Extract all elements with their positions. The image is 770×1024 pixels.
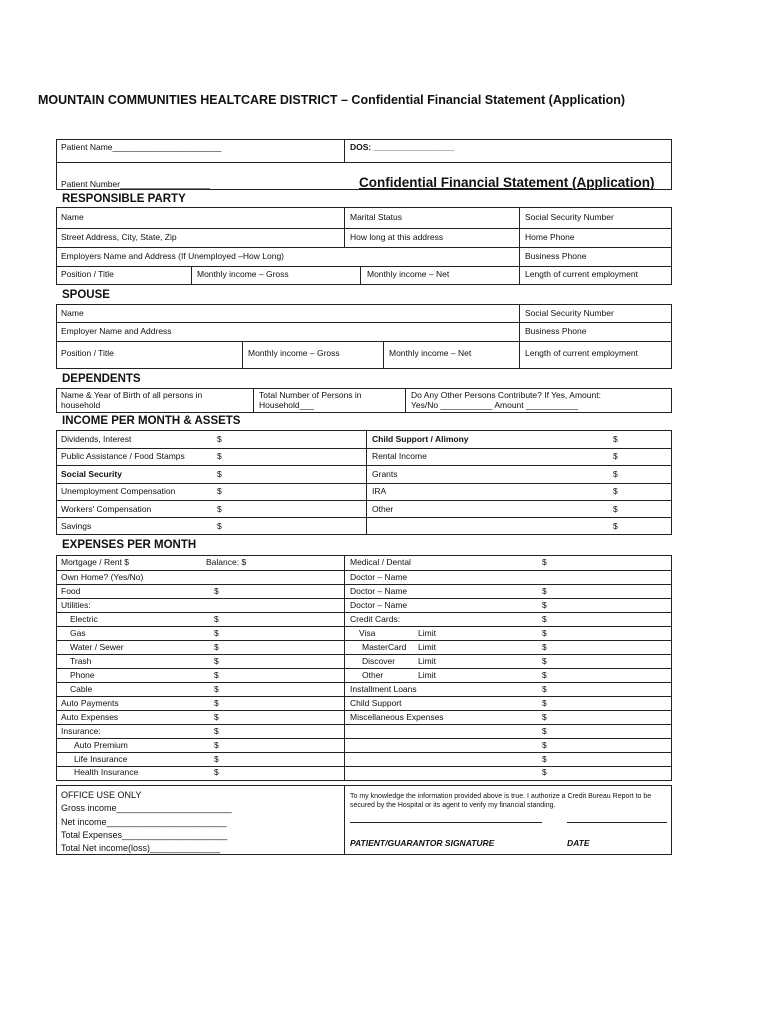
expense-other-card-amount[interactable]: $ (542, 670, 547, 680)
expense-medical-amount[interactable]: $ (542, 557, 547, 567)
document-title: MOUNTAIN COMMUNITIES HEALTCARE DISTRICT – Confidential Financial Statement (Application) (38, 93, 626, 107)
expense-extra-1-amount[interactable]: $ (542, 726, 547, 736)
divider (56, 570, 344, 571)
income-grants-label: Grants (372, 469, 398, 479)
spouse-ssn-field[interactable]: Social Security Number (525, 308, 614, 318)
divider (56, 710, 344, 711)
expense-doctor-name-3[interactable]: Doctor – Name (350, 600, 408, 610)
income-child-support-amount[interactable]: $ (613, 434, 618, 444)
expense-life-insurance-amount[interactable]: $ (214, 754, 219, 764)
divider (56, 247, 672, 248)
office-total-expenses-field[interactable]: Total Expenses_____________________ (61, 830, 228, 840)
expense-extra-2-amount[interactable]: $ (542, 740, 547, 750)
spouse-business-phone-field[interactable]: Business Phone (525, 326, 587, 336)
expense-mastercard-amount[interactable]: $ (542, 642, 547, 652)
expense-auto-payments-label: Auto Payments (61, 698, 119, 708)
expense-cable-amount[interactable]: $ (214, 684, 219, 694)
divider (56, 266, 672, 267)
office-gross-income-field[interactable]: Gross income_______________________ (61, 803, 232, 813)
income-grants-amount[interactable]: $ (613, 469, 618, 479)
expense-credit-cards-label: Credit Cards: (350, 614, 401, 624)
responsible-party-heading: RESPONSIBLE PARTY (62, 193, 186, 205)
income-rental-label: Rental Income (372, 451, 427, 461)
signature-line[interactable] (350, 822, 542, 823)
expense-discover-label: Discover (362, 656, 396, 666)
divider (56, 162, 672, 163)
divider (344, 570, 672, 571)
expense-auto-payments-amount[interactable]: $ (214, 698, 219, 708)
divider (344, 598, 672, 599)
authorization-text: To my knowledge the information provided above is true. I authorize a Credit Bureau Report to be secured by the Hospital or its agent to verify my financial standing. (350, 793, 652, 810)
expense-doctor-name-1[interactable]: Doctor – Name (350, 572, 408, 582)
divider (56, 517, 672, 518)
spouse-monthly-gross-field[interactable]: Monthly income – Gross (248, 348, 340, 358)
rp-street-field[interactable]: Street Address, City, State, Zip (61, 232, 177, 242)
expense-misc-amount[interactable]: $ (542, 712, 547, 722)
expense-discover-limit[interactable]: Limit (418, 656, 436, 666)
expense-food-amount[interactable]: $ (214, 586, 219, 596)
divider (344, 710, 672, 711)
expense-food-label: Food (61, 586, 81, 596)
divider (56, 724, 344, 725)
expense-visa-limit[interactable]: Limit (418, 628, 436, 638)
rp-employer-field[interactable]: Employers Name and Address (If Unemployed –How Long) (61, 251, 284, 261)
expense-medical-label: Medical / Dental (350, 557, 411, 567)
divider (56, 654, 344, 655)
expense-doctor-3-amount[interactable]: $ (542, 600, 547, 610)
dependents-contribute-question: Do Any Other Persons Contribute? If Yes, Amount: (411, 390, 601, 400)
rp-business-phone-field[interactable]: Business Phone (525, 251, 587, 261)
expense-extra-4-amount[interactable]: $ (542, 767, 547, 777)
rp-how-long-field[interactable]: How long at this address (350, 232, 444, 242)
rp-length-employment-field[interactable]: Length of current employment (525, 269, 638, 279)
expense-credit-cards-amount[interactable]: $ (542, 614, 547, 624)
spouse-monthly-net-field[interactable]: Monthly income – Net (389, 348, 472, 358)
rp-monthly-net-field[interactable]: Monthly income – Net (367, 269, 450, 279)
divider (344, 752, 672, 753)
signature-label: PATIENT/GUARANTOR SIGNATURE (350, 838, 495, 848)
divider (56, 738, 344, 739)
divider (344, 654, 672, 655)
income-ira-amount[interactable]: $ (613, 486, 618, 496)
expense-other-card-limit[interactable]: Limit (418, 670, 436, 680)
divider (344, 738, 672, 739)
expense-doctor-2-amount[interactable]: $ (542, 586, 547, 596)
income-dividends-amount[interactable]: $ (217, 434, 222, 444)
patient-number-field[interactable]: Patient Number___________________ (61, 179, 210, 189)
expense-mastercard-label: MasterCard (362, 642, 407, 652)
divider (56, 668, 344, 669)
expense-discover-amount[interactable]: $ (542, 656, 547, 666)
expense-misc-label: Miscellaneous Expenses (350, 712, 444, 722)
expense-health-insurance-amount[interactable]: $ (214, 767, 219, 777)
dependents-total-field[interactable]: Household___ (259, 400, 314, 410)
expense-child-support-amount[interactable]: $ (542, 698, 547, 708)
divider (56, 448, 672, 449)
office-total-net-field[interactable]: Total Net income(loss)______________ (61, 843, 221, 853)
expense-mastercard-limit[interactable]: Limit (418, 642, 436, 652)
rp-home-phone-field[interactable]: Home Phone (525, 232, 575, 242)
divider (56, 640, 344, 641)
spouse-name-field[interactable]: Name (61, 308, 84, 318)
divider (344, 207, 345, 247)
divider (366, 430, 367, 535)
date-line[interactable] (567, 822, 667, 823)
income-other-amount[interactable]: $ (613, 504, 618, 514)
expense-auto-expenses-label: Auto Expenses (61, 712, 119, 722)
divider (253, 388, 254, 413)
dependents-total-line1: Total Number of Persons in (259, 390, 362, 400)
income-public-assistance-label: Public Assistance / Food Stamps (61, 451, 185, 461)
patient-name-field[interactable]: Patient Name_______________________ (61, 142, 222, 152)
income-workers-comp-label: Workers' Compensation (61, 504, 152, 514)
expense-life-insurance-label: Life Insurance (74, 754, 128, 764)
expense-electric-label: Electric (70, 614, 98, 624)
expense-health-insurance-label: Health Insurance (74, 767, 139, 777)
divider (344, 626, 672, 627)
divider (191, 266, 192, 285)
divider (344, 640, 672, 641)
expense-installment-label: Installment Loans (350, 684, 417, 694)
expense-gas-amount[interactable]: $ (214, 628, 219, 638)
divider (56, 228, 672, 229)
dependents-heading: DEPENDENTS (62, 373, 141, 385)
divider (360, 266, 361, 285)
divider (344, 696, 672, 697)
divider (519, 207, 520, 285)
expense-water-label: Water / Sewer (70, 642, 124, 652)
divider (519, 304, 520, 369)
income-rental-amount[interactable]: $ (613, 451, 618, 461)
income-ira-label: IRA (372, 486, 387, 496)
divider (344, 139, 345, 163)
divider (56, 598, 344, 599)
divider (56, 696, 344, 697)
expense-insurance-label: Insurance: (61, 726, 101, 736)
dependents-contribute-field[interactable]: Yes/No ___________ Amount ___________ (411, 400, 579, 410)
spouse-employer-field[interactable]: Employer Name and Address (61, 326, 172, 336)
expense-auto-premium-amount[interactable]: $ (214, 740, 219, 750)
divider (405, 388, 406, 413)
divider (56, 341, 672, 342)
expense-water-amount[interactable]: $ (214, 642, 219, 652)
divider (56, 465, 672, 466)
income-savings-amount[interactable]: $ (217, 521, 222, 531)
expense-visa-amount[interactable]: $ (542, 628, 547, 638)
divider (56, 626, 344, 627)
divider (56, 500, 672, 501)
income-workers-comp-amount[interactable]: $ (217, 504, 222, 514)
spouse-length-employment-field[interactable]: Length of current employment (525, 348, 638, 358)
divider (344, 612, 672, 613)
expense-mortgage-label[interactable]: Mortgage / Rent $ (61, 557, 130, 567)
income-child-support-label: Child Support / Alimony (372, 434, 469, 444)
rp-name-field[interactable]: Name (61, 212, 84, 222)
rp-monthly-gross-field[interactable]: Monthly income – Gross (197, 269, 289, 279)
office-net-income-field[interactable]: Net income________________________ (61, 817, 227, 827)
expense-utilities-label: Utilities: (61, 600, 91, 610)
expense-own-home-label[interactable]: Own Home? (Yes/No) (61, 572, 144, 582)
spouse-position-field[interactable]: Position / Title (61, 348, 114, 358)
income-public-assistance-amount[interactable]: $ (217, 451, 222, 461)
expense-auto-expenses-amount[interactable]: $ (214, 712, 219, 722)
expense-auto-premium-label: Auto Premium (74, 740, 128, 750)
divider (344, 682, 672, 683)
dos-field[interactable]: DOS: _________________ (350, 142, 454, 152)
income-blank-amount[interactable]: $ (613, 521, 618, 531)
expense-visa-label: Visa (359, 628, 376, 638)
expense-balance-label[interactable]: Balance: $ (206, 557, 247, 567)
divider (56, 483, 672, 484)
expense-insurance-amount[interactable]: $ (214, 726, 219, 736)
dependents-names-field[interactable]: Name & Year of Birth of all persons in household (61, 390, 203, 410)
rp-ssn-field[interactable]: Social Security Number (525, 212, 614, 222)
divider (56, 612, 344, 613)
expense-phone-amount[interactable]: $ (214, 670, 219, 680)
expense-installment-amount[interactable]: $ (542, 684, 547, 694)
rp-position-field[interactable]: Position / Title (61, 269, 114, 279)
expense-other-card-label: Other (362, 670, 384, 680)
expense-doctor-name-2[interactable]: Doctor – Name (350, 586, 408, 596)
expense-child-support-label: Child Support (350, 698, 402, 708)
income-savings-label: Savings (61, 521, 92, 531)
income-social-security-label: Social Security (61, 469, 122, 479)
date-label: DATE (567, 838, 590, 848)
expense-trash-label: Trash (70, 656, 92, 666)
expenses-heading: EXPENSES PER MONTH (62, 539, 197, 551)
expense-cable-label: Cable (70, 684, 93, 694)
expense-trash-amount[interactable]: $ (214, 656, 219, 666)
income-other-label: Other (372, 504, 394, 514)
income-heading: INCOME PER MONTH & ASSETS (62, 415, 241, 427)
divider (344, 584, 672, 585)
expense-gas-label: Gas (70, 628, 86, 638)
divider (56, 752, 344, 753)
income-social-security-amount[interactable]: $ (217, 469, 222, 479)
expense-electric-amount[interactable]: $ (214, 614, 219, 624)
divider (344, 766, 672, 767)
divider (242, 341, 243, 369)
divider (344, 668, 672, 669)
divider (56, 322, 672, 323)
income-unemployment-label: Unemployment Compensation (61, 486, 176, 496)
divider (344, 785, 345, 855)
expense-extra-3-amount[interactable]: $ (542, 754, 547, 764)
divider (56, 584, 344, 585)
spouse-heading: SPOUSE (62, 289, 110, 301)
expense-phone-label: Phone (70, 670, 95, 680)
income-dividends-label: Dividends, Interest (61, 434, 132, 444)
divider (56, 682, 344, 683)
rp-marital-status-field[interactable]: Marital Status (350, 212, 402, 222)
divider (383, 341, 384, 369)
divider (344, 724, 672, 725)
form-subtitle: Confidential Financial Statement (Application) (359, 175, 655, 190)
office-use-heading: OFFICE USE ONLY (61, 790, 142, 800)
income-unemployment-amount[interactable]: $ (217, 486, 222, 496)
